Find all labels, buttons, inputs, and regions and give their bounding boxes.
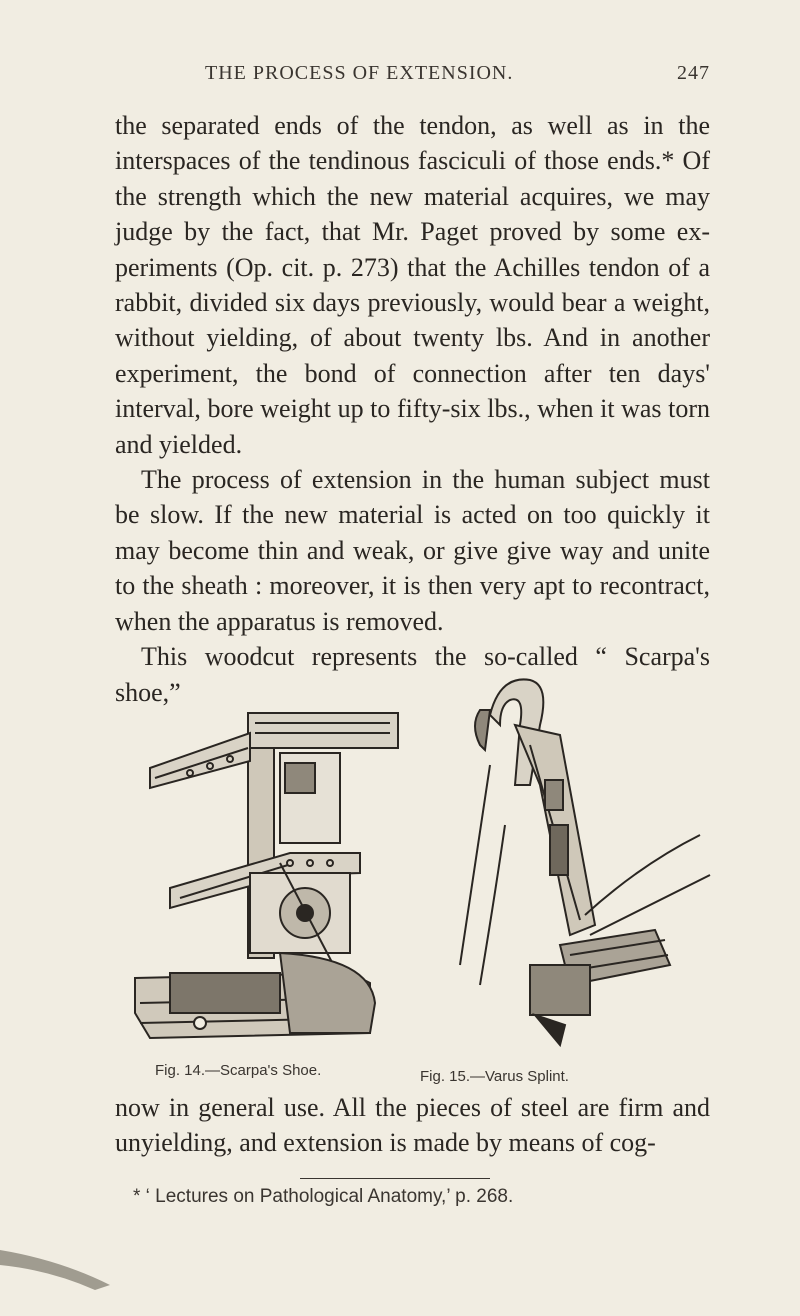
footnote: * ‘ Lectures on Pathological Anatomy,’ p. 268. xyxy=(133,1186,514,1207)
paragraph-3: This woodcut represents the so-called “ Scarpa's shoe,” xyxy=(115,642,710,707)
scarpas-shoe-illustration xyxy=(130,703,410,1048)
main-text xyxy=(115,108,710,710)
page-number: 247 xyxy=(677,62,710,84)
varus-splint-illustration xyxy=(420,665,720,1050)
running-title: THE PROCESS OF EXTENSION. xyxy=(205,62,514,84)
fig14-caption: Fig. 14.—Scarpa's Shoe. xyxy=(155,1062,322,1079)
footnote-rule xyxy=(300,1178,490,1179)
page-smudge xyxy=(0,1240,200,1300)
paragraph-1: the separated ends of the tendon, as well as in the interspaces of the tendinous fasciculi of those ends.* Of the strength which the new material acquires, we may judge by the fact, that Mr. Paget proved by some experiments (Op. cit. p. 273) that the Achilles tendon of a rabbit, divided six days previously, would bear a weight, without yielding, of about twenty lbs. And in another experiment, the bond of connection after ten days' interval, bore weight up to fifty-six lbs., when it was torn and yielded. xyxy=(115,111,710,459)
paragraph-2: The process of extension in the human subject must be slow. If the new material is acted on too quickly it may become thin and weak, or give give way and unite to the sheath : moreover, it is then very apt to recontract, when the apparatus is removed. xyxy=(115,465,710,636)
woodcut-figures xyxy=(130,665,720,1060)
continued-text: now in general use. All the pieces of steel are firm and unyielding, and extension is made by means of cog- xyxy=(115,1093,710,1158)
fig15-caption: Fig. 15.—Varus Splint. xyxy=(420,1068,569,1085)
